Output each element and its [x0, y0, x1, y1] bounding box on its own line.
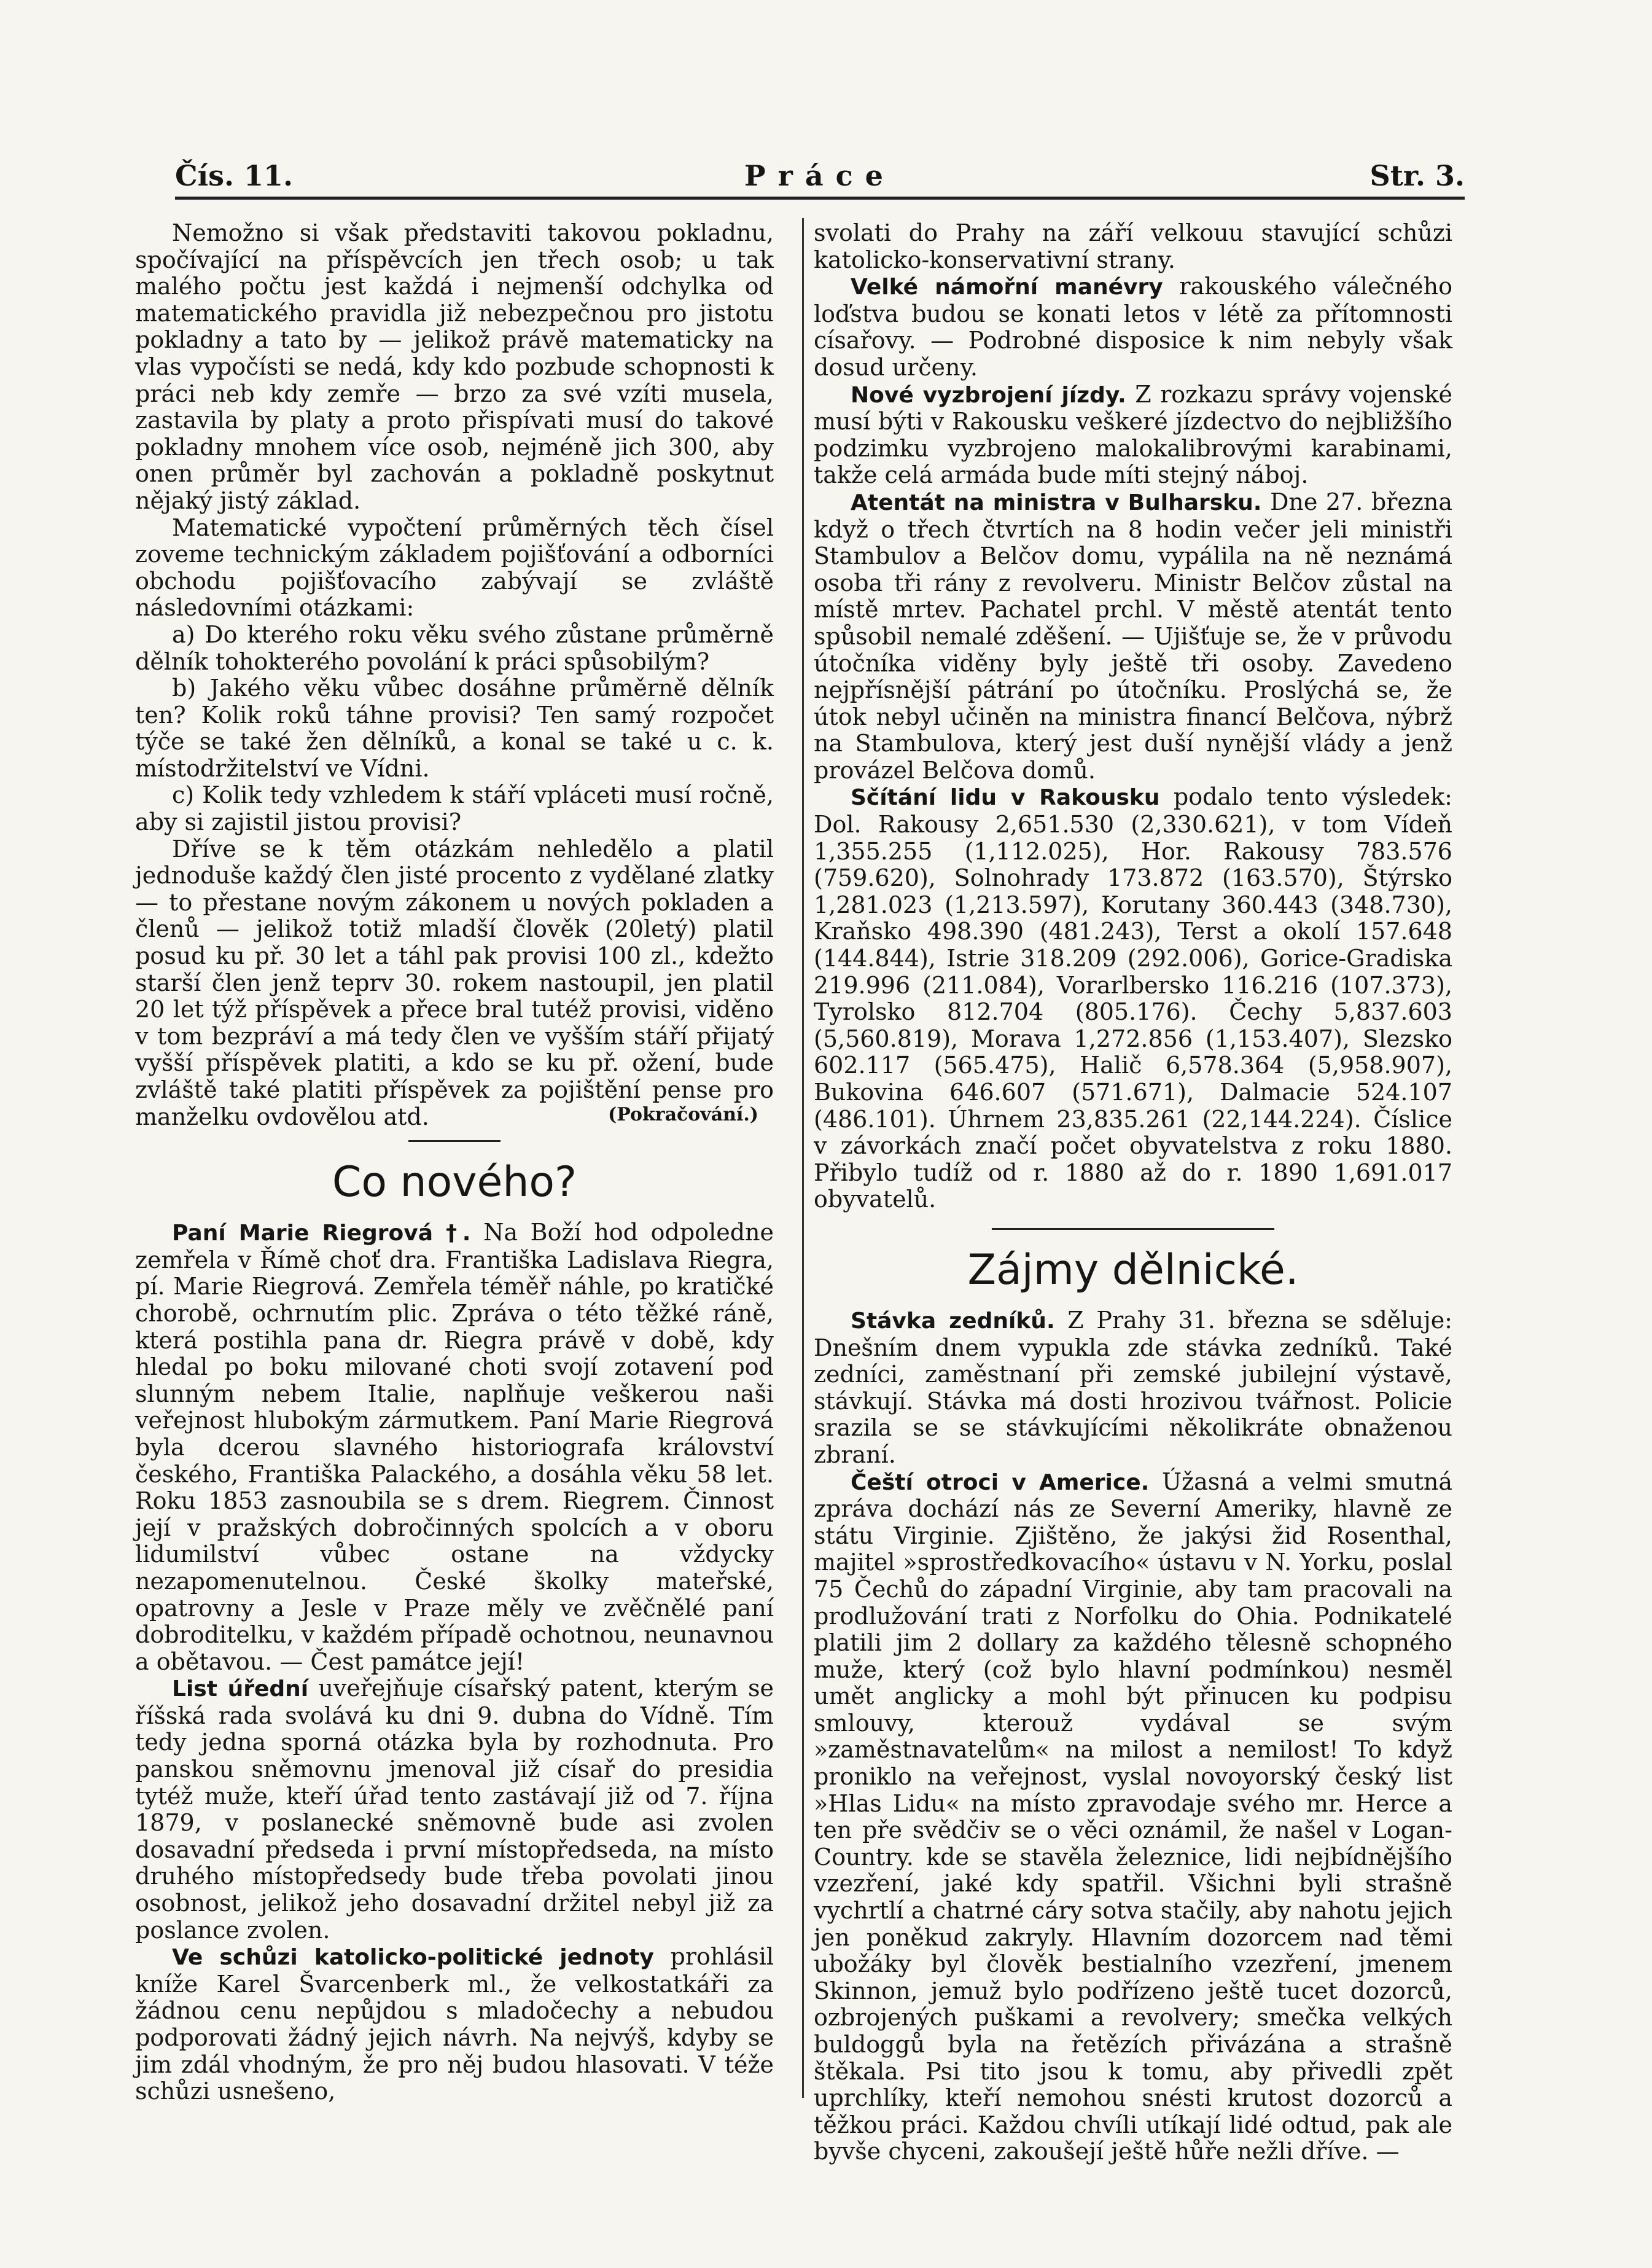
news-item-text: Dne 27. března když o třech čtvrtích na 8 hodin večer jeli ministři Stambulov a Belčov domu, vypálila na ně neznámá osoba tři rány z revolveru. Ministr Belčov zůstal na místě mrtev. Pachatel prchl. V městě atentát tento spůsobil nemalé zděšení. — Ujišťuje se, že v průvodu útočníka viděny byly ještě tři osoby. Zavedeno nejpřísnější pátrání po útočníku. Proslýchá se, že útok nebyl učiněn na ministra financí Belčova, nýbrž na Stambulova, který jest duší nynější vlády a jenž provázel Belčova domů. [814, 488, 1453, 784]
news-item-text: podalo tento výsledek: Dol. Rakousy 2,651.530 (2,330.621), v tom Vídeň 1,355.255 (1,112.025), Hor. Rakousy 783.576 (759.620), Solnohrady 173.872 (163.570), Štýrsko 1,281.023 (1,213.597), Korutany 360.443 (348.730), Kraňsko 498.390 (481.243), Terst a okolí 157.648 (144.844), Istrie 318.209 (292.006), Gorice-Gradiska 219.996 (211.084), Vorarlbersko 116.216 (107.373), Tyrolsko 812.704 (805.176). Čechy 5,837.603 (5,560.819), Morava 1,272.856 (1,153.407), Slezsko 602.117 (565.475), Halič 6,578.364 (5,958.907), Bukovina 646.607 (571.671), Dalmacie 524.107 (486.101). Úhrnem 23,835.261 (22,144.224). Číslice v závorkách značí počet obyvatelstva z roku 1880. Přibylo tudíž od r. 1880 až do r. 1890 1,691.017 obyvatelů. [814, 783, 1452, 1213]
section-rule [992, 1228, 1274, 1230]
news-item [135, 1219, 774, 1675]
news-item [135, 1675, 774, 1944]
page-header [175, 158, 1465, 195]
newspaper-title: Práce [744, 159, 895, 192]
news-item [814, 1307, 1452, 1469]
news-item-text: prohlásil kníže Karel Švarcenberk ml., že velkostatkáři za žádnou cenu nepůjdou s mladočechy a nebudou podporovati žádný jejich návrh. Na nejvýš, kdyby se jim zdál vhodným, že pro něj budou hlasovati. V téže schůzi usnešeno, [135, 1943, 774, 2105]
article-paragraph: Dříve se k těm otázkám nehledělo a platil jednoduše každý člen jisté procento z vydělané zlatky — to přestane novým zákonem u nových pokladen a členů — jelikož totiž mladší člověk (20letý) platil posud ku př. 30 let a táhl pak provisi 100 zl., kdežto starší člen jenž teprv 30. rokem nastoupil, jen platil 20 let týž příspěvek a přece bral tutéž provisi, viděno v tom bezpráví a má tedy člen ve vyšším stáří přijatý vyšší příspěvek platiti, a kdo se ku př. ožení, bude zvláště také platiti příspěvek za pojištění pense pro manželku ovdovělou atd. [135, 835, 774, 1130]
news-item-text: Z Prahy 31. března se sděluje: Dnešním dnem vypukla zde stávka zedníků. Také zedníci, zaměstnaní při zemské jubilejní výstavě, stávkují. Stávka má dosti hrozivou tvářnost. Policie srazila se se stávkujícími několikráte obnaženou zbraní. [814, 1306, 1452, 1468]
news-item-lead: Ve schůzi katolicko-politické jednoty [172, 1945, 654, 1971]
question-b: b) Jakého věku vůbec dosáhne průměrně dělník ten? Kolik roků táhne provisi? Ten samý rozpočet týče se také žen dělníků, a konal se také u c. k. místodržitelství ve Vídni. [135, 675, 774, 782]
question-a: a) Do kterého roku věku svého zůstane průměrně dělník tohokterého povolání k práci spůsobilým? [135, 620, 774, 675]
left-column [135, 220, 774, 2105]
news-item-lead: Čeští otroci v Americe. [851, 1469, 1150, 1495]
news-item-text: uveřejňuje císařský patent, kterým se říšská rada svolává ku dni 9. dubna do Vídně. Tím tedy jedna sporná otázka byla by rozhodnuta. Pro panskou sněmovnu jmenoval již císař do presidia tytéž muže, kteří úřad tento zastávají již od 7. října 1879, v poslanecké sněmovně bude asi zvolen dosavadní předseda i první místopředseda, na místo druhého místopředsedy bude třeba povolati jinou osobnost, jelikož jeho dosavadní držitel nebyl již za poslance zvolen. [135, 1675, 774, 1944]
news-item-text: Na Boží hod odpoledne zemřela v Římě choť dra. Františka Ladislava Riegra, pí. Marie Riegrová. Zemřela téměř náhle, po kratičké chorobě, ochrnutím plic. Zpráva o této těžké ráně, která postihla pana dr. Riegra právě v době, kdy hledal po boku milované choti svojí zotavení pod slunným nebem Italie, naplňuje veškerou naši veřejnost hlubokým zármutkem. Paní Marie Riegrová byla dcerou slavného historiografa království českého, Františka Palackého, a dosáhla věku 58 let. Roku 1853 zasnoubila se s drem. Riegrem. Činnost její v pražských dobročinných spolcích a v oboru lidumilství vůbec ostane na vždycky nezapomenutelnou. České školky mateřské, opatrovny a Jesle v Praze měly ve zvěčnělé paní dobroditelku, v každém případě ochotnou, neunavnou a obětavou. — Čest památce její! [135, 1219, 774, 1675]
news-item-text: Z rozkazu správy vojenské musí býti v Rakousku veškeré jízdectvo do nejbližšího podzimku vyzbrojeno malokalibrovými karabinami, takže celá armáda bude míti stejný náboj. [814, 380, 1452, 489]
section-title-news: Co nového? [332, 1158, 577, 1207]
header-rule [175, 197, 1465, 200]
news-item-text: Úžasná a velmi smutná zpráva dochází nás ze Severní Ameriky, hlavně ze státu Virginie. Zjištěno, že jakýsi žid Rosenthal, majitel »sprostředkovacího« ústavu v N. Yorku, poslal 75 Čechů do západní Virginie, aby tam pracovali na prodlužování trati z Norfolku do Ohia. Podnikatelé platili jim 2 dollary za každého tělesně schopného muže, který (což bylo hlavní podmínkou) nesměl umět anglicky a mohl být přinucen ku podpisu smlouvy, kterouž vydával se svým »zaměstnavatelům« na milost a nemilost! To když proniklo na veřejnost, vyslal novoyorský český list »Hlas Lidu« na místo zpravodaje svého mr. Herce a ten pře svědčiv se o věci oznámil, že našel v Logan-Country. kde se stavěla železnice, lidi nejbídnějšího vzezření, jaké kdy spatřil. Všichni byli strašně vychrtlí a chatrné cáry sotva stačily, aby nahotu jejich jen poněkud zakryly. Hlavním dozorcem nad těmi ubožáky byl člověk bestialního vzezření, jmenem Skinnon, jemuž bylo podřízeno ještě tucet dozorců, ozbrojených puškami a revolvery; smečka velkých buldoggů byla na řetězích přivázána a strašně štěkala. Psi tito jsou k tomu, aby přivedli zpět uprchlíky, kteří nemohou snésti krutost dozorců a těžkou práci. Každou chvíli utíkají lidé odtud, pak ale byvše chyceni, zakoušejí ještě hůře nežli dříve. — [814, 1468, 1452, 2165]
news-item-lead: Nové vyzbrojení jízdy. [851, 382, 1126, 408]
news-item-lead: Paní Marie Riegrová †. [172, 1221, 471, 1246]
news-item [814, 1469, 1452, 2165]
news-item [814, 784, 1452, 1213]
news-item-lead: Stávka zedníků. [851, 1308, 1055, 1334]
news-item-lead: Velké námořní manévry [851, 275, 1163, 300]
news-item-lead: List úřední [172, 1676, 309, 1702]
issue-number: Čís. 11. [175, 159, 294, 192]
page-number: Str. 3. [1370, 159, 1465, 192]
news-item [814, 381, 1452, 489]
news-item-lead: Sčítání lidu v Rakousku [851, 785, 1160, 811]
news-item-lead: Atentát na ministra v Bulharsku. [851, 490, 1262, 515]
article-paragraph: Matematické vypočtení průměrných těch čísel zoveme technickým základem pojišťování a odborníci obchodu pojišťovacího zabývají se zvláště následovními otázkami: [135, 514, 774, 622]
section-title-labor: Zájmy dělnické. [967, 1245, 1299, 1294]
news-item [135, 1944, 774, 2105]
right-column [814, 220, 1452, 2165]
article-paragraph: Nemožno si však představiti takovou pokladnu, spočívající na příspěvcích jen třech osob; u tak malého počtu jest každá i nejmenší odchylka od matematického pravidla již nebezpečnou pro jistotu pokladny a tato by — jelikož právě matematicky na vlas vypočísti se nedá, kdy kdo pozbude schopnosti k práci neb kdy zemře — brzo za své vzíti musela, zastavila by platy a proto přispívati musí do takové pokladny mnohem více osob, nejméně jich 300, aby onen průměr byl zachován a pokladně poskytnut nějaký jistý základ. [135, 219, 774, 514]
news-item [814, 489, 1452, 784]
news-item [814, 273, 1452, 381]
news-item-continuation: svolati do Prahy na září velkouu stavující schůzi katolicko-konservativní strany. [814, 219, 1452, 273]
column-divider [802, 218, 804, 2098]
news-item-text: rakouského válečného loďstva budou se konati letos v létě za přítomnosti císařovy. — Podrobné disposice k nim nebyly však dosud určeny. [814, 273, 1452, 381]
continued-note: (Pokračování.) [608, 1104, 758, 1126]
section-rule [408, 1140, 501, 1142]
question-c: c) Kolik tedy vzhledem k stáří vpláceti musí ročně, aby si zajistil jistou provisi? [135, 781, 774, 836]
